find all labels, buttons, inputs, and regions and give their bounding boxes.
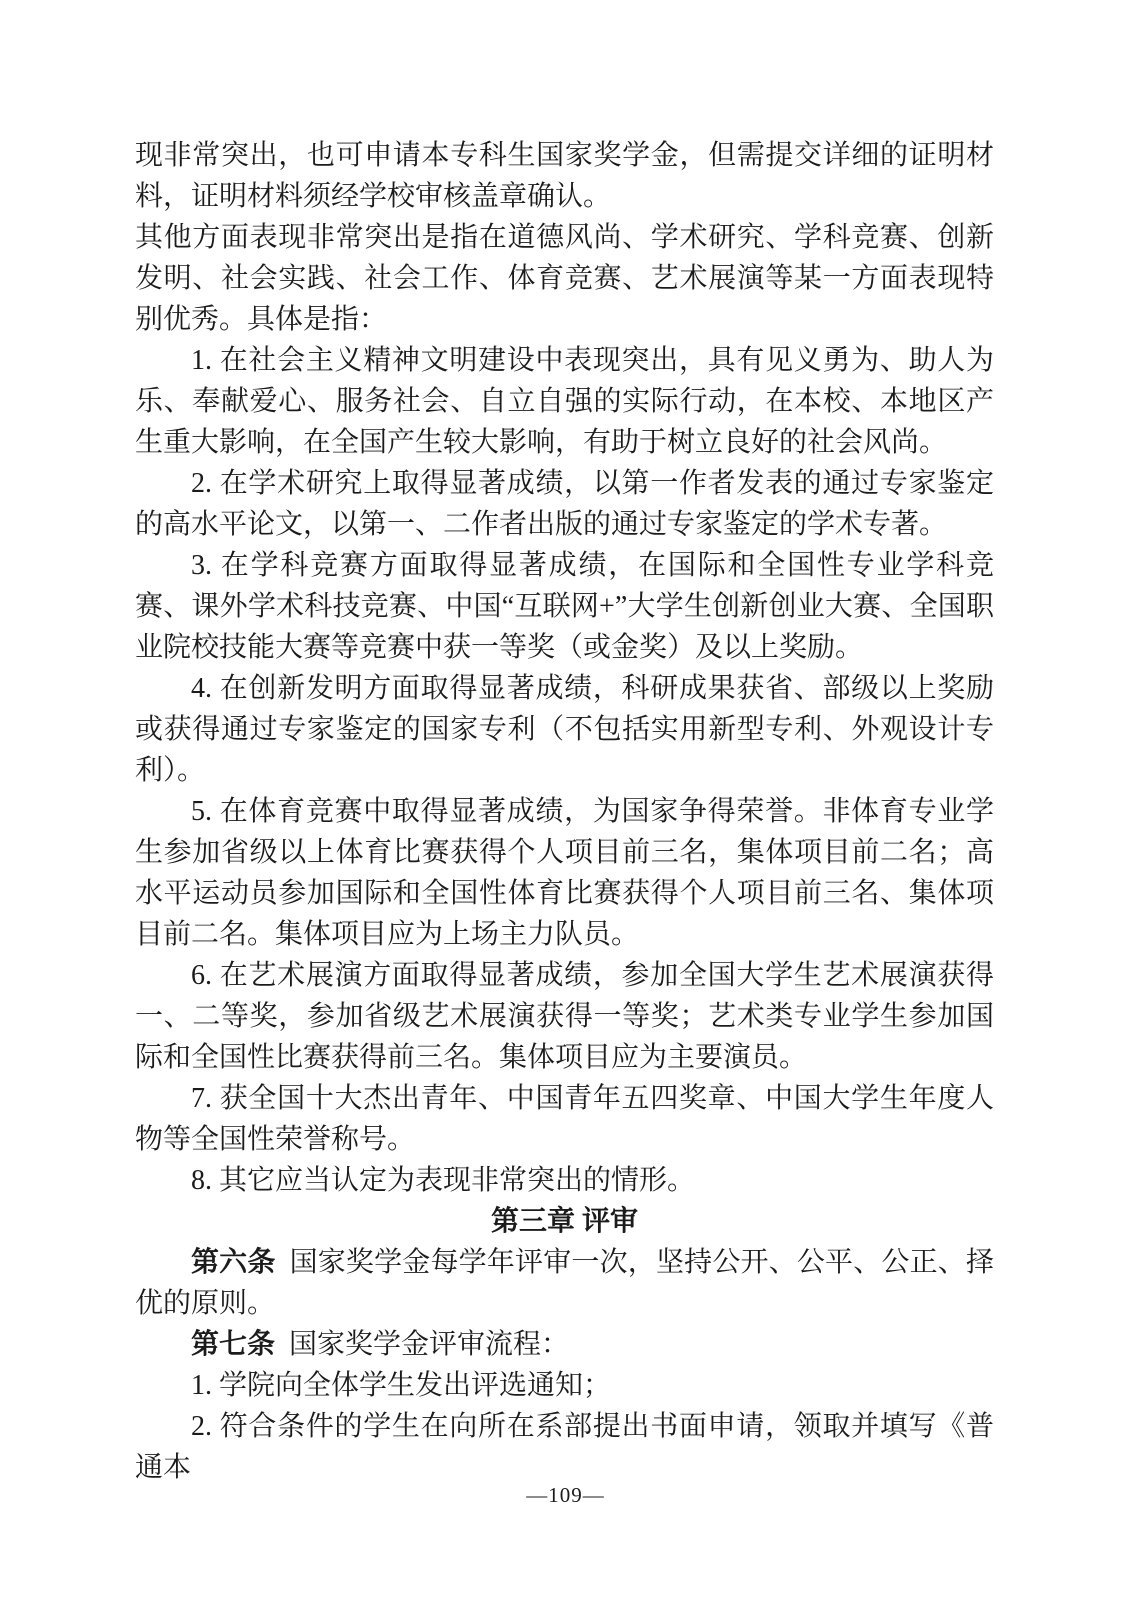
article-7	[135, 1324, 994, 1365]
article-6-text: 国家奖学金每学年评审一次，坚持公开、公平、公正、择优的原则。	[135, 1247, 994, 1319]
chapter-heading: 第三章 评审	[490, 1206, 638, 1237]
list-item-2-academic-research: 2. 在学术研究上取得显著成绩，以第一作者发表的通过专家鉴定的高水平论文，以第一、二作者出版的通过专家鉴定的学术专著。	[135, 468, 994, 540]
paragraph-continuation: 现非常突出，也可申请本专科生国家奖学金，但需提交详细的证明材料，证明材料须经学校审核盖章确认。	[135, 140, 994, 212]
list-item-8-other-situations: 8. 其它应当认定为表现非常突出的情形。	[191, 1165, 696, 1196]
article-6-term: 第六条	[191, 1247, 276, 1278]
paragraph-other-achievements-intro: 其他方面表现非常突出是指在道德风尚、学术研究、学科竞赛、创新发明、社会实践、社会工作、体育竞赛、艺术展演等某一方面表现特别优秀。具体是指：	[135, 222, 994, 335]
page-number: —109—	[526, 1483, 605, 1507]
list-item-5-sports-competitions: 5. 在体育竞赛中取得显著成绩，为国家争得荣誉。非体育专业学生参加省级以上体育比赛获得个人项目前三名，集体项目前二名；高水平运动员参加国际和全国性体育比赛获得个人项目前三名、集体项目前二名。集体项目应为上场主力队员。	[135, 796, 994, 950]
list-item-1-spiritual-civilization: 1. 在社会主义精神文明建设中表现突出，具有见义勇为、助人为乐、奉献爱心、服务社会、自立自强的实际行动，在本校、本地区产生重大影响，在全国产生较大影响，有助于树立良好的社会风尚。	[135, 345, 994, 458]
review-step-1: 1. 学院向全体学生发出评选通知；	[191, 1370, 612, 1401]
list-item-7-national-honors: 7. 获全国十大杰出青年、中国青年五四奖章、中国大学生年度人物等全国性荣誉称号。	[135, 1083, 994, 1155]
article-6	[135, 1242, 994, 1324]
article-7-term: 第七条	[191, 1329, 276, 1360]
document-body	[135, 135, 994, 1488]
article-7-text: 国家奖学金评审流程：	[289, 1329, 570, 1360]
list-item-4-innovation-invention: 4. 在创新发明方面取得显著成绩，科研成果获省、部级以上奖励或获得通过专家鉴定的国家专利（不包括实用新型专利、外观设计专利）。	[135, 673, 994, 786]
list-item-6-art-performances: 6. 在艺术展演方面取得显著成绩，参加全国大学生艺术展演获得一、二等奖，参加省级艺术展演获得一等奖；艺术类专业学生参加国际和全国性比赛获得前三名。集体项目应为主要演员。	[135, 960, 994, 1073]
review-step-2: 2. 符合条件的学生在向所在系部提出书面申请，领取并填写《普通本	[135, 1411, 994, 1483]
list-item-3-subject-competitions: 3. 在学科竞赛方面取得显著成绩，在国际和全国性专业学科竞赛、课外学术科技竞赛、中国“互联网+”大学生创新创业大赛、全国职业院校技能大赛等竞赛中获一等奖（或金奖）及以上奖励。	[135, 550, 994, 663]
